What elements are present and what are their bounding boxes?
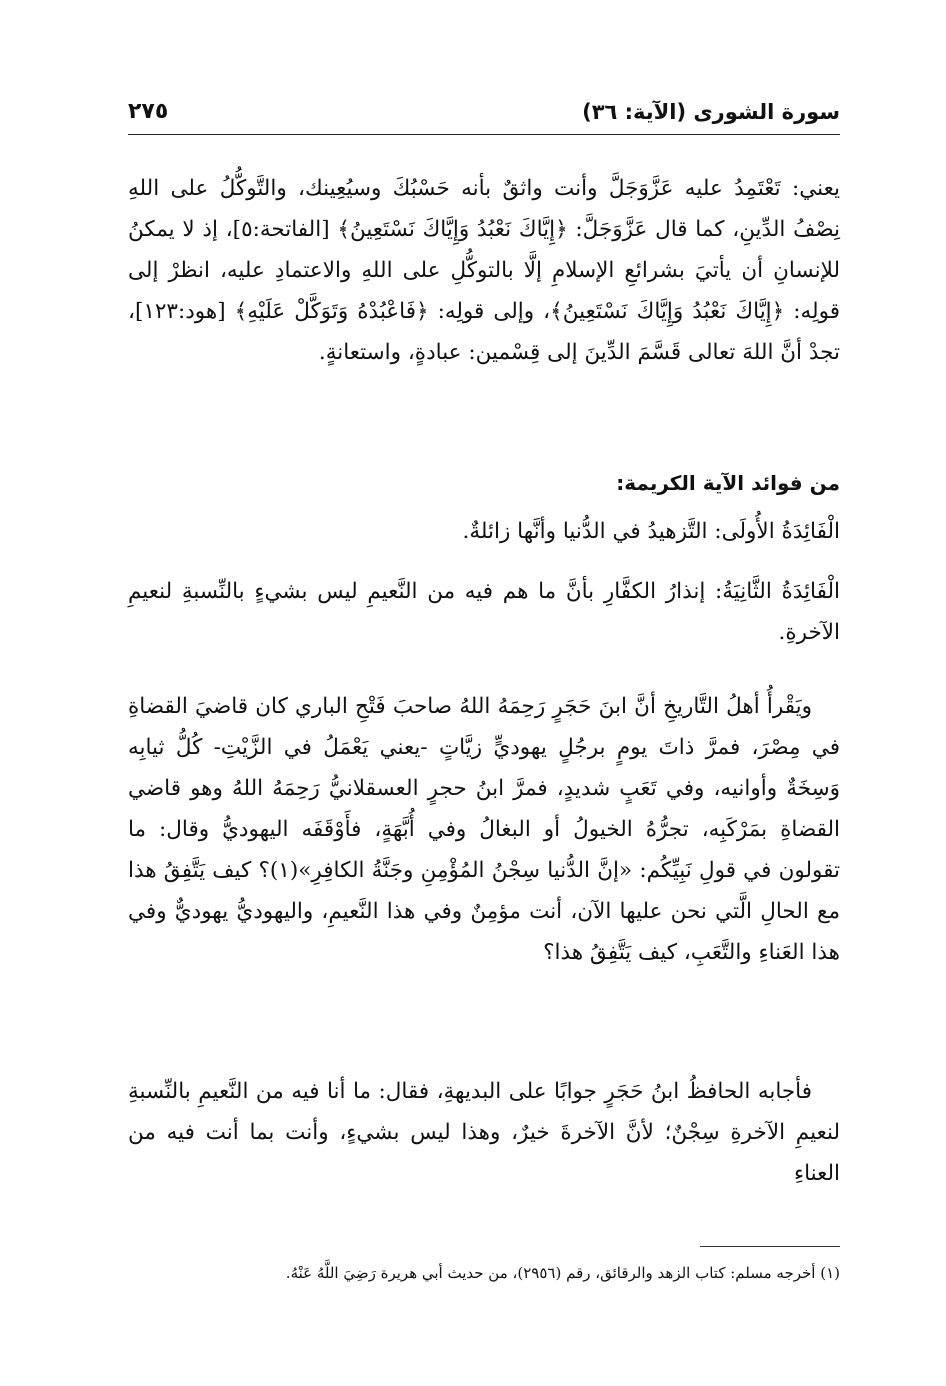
paragraph-ibn-hajar-answer: فأجابه الحافظُ ابنُ حَجَرٍ جوابًا على البديهةِ، فقال: ما أنا فيه من النَّعيمِ بالنِّسبةِ لنعيمِ الآخرةِ سِجْنٌ؛ لأنَّ الآخرةَ خيرٌ، وهذا ليس بشيءٍ، وأنت بما أنت فيه من العناءِ <box>128 1079 840 1186</box>
paragraph-ibn-hajar-story: ويَقْرأُ أهلُ التَّاريخِ أنَّ ابنَ حَجَرٍ رَحِمَهُ اللهُ صاحبَ فَتْحِ الباري كان قاضيَ القضاةِ في مِصْرَ، فمرَّ ذاتَ يومٍ برجُلٍ يهوديٍّ زيَّاتٍ -يعني يَعْمَلُ في الزَّيْتِ- كُلُّ ثيابِه وَسِخَةٌ وأوانيه، وفي تَعَبٍ شديدٍ، فمرَّ ابنُ حجرٍ العسقلانيُّ رَحِمَهُ اللهُ وهو قاضي القضاةِ بمَرْكَبِه، تجرُّهُ الخيولُ أو البغالُ وفي أُبَّهَةٍ، فأَوْقَفَه اليهوديُّ وقال: ما تقولون في قولِ نَبِيِّكُم: «إنَّ الدُّنيا سِجْنُ المُؤْمِنِ وجَنَّةُ الكافِرِ»(١)؟ كيف يَتَّفِقُ هذا مع الحالِ الَّتي نحن عليها الآن، أنت مؤمِنٌ وفي هذا النَّعيمِ، واليهوديُّ يهوديٌّ وفي هذا العَناءِ والتَّعَبِ، كيف يَتَّفِقُ هذا؟ <box>128 694 840 965</box>
footnote: (١) أخرجه مسلم: كتاب الزهد والرقائق، رقم (٢٩٥٦)، من حديث أبي هريرة رَضِيَ اللَّهُ عَنْهُ. <box>285 1264 840 1282</box>
paragraph-tawakkul: يعني: تَعْتَمِدُ عليه عَزَّوَجَلَّ وأنت واثقٌ بأنه حَسْبُكَ وسيُعِينك، والتَّوكُّلُ على اللهِ نِصْفُ الدِّينِ، كما قال عَزَّوَجَلَّ: ﴿إِيَّاكَ نَعْبُدُ وَإِيَّاكَ نَسْتَعِينُ﴾ [الفاتحة:٥]، إذ لا يمكنُ للإنسانِ أن يأتيَ بشرائعِ الإسلامِ إلَّا بالتوكُّلِ على اللهِ والاعتمادِ عليه، انظرْ إلى قولِه: ﴿إِيَّاكَ نَعْبُدُ وَإِيَّاكَ نَسْتَعِينُ﴾، وإلى قولِه: ﴿فَاعْبُدْهُ وَتَوَكَّلْ عَلَيْهِ﴾ [هود:١٢٣]، تجدْ أنَّ اللهَ تعالى قَسَّمَ الدِّينَ إلى قِسْمين: عبادةٍ، واستعانةٍ. <box>128 176 840 365</box>
benefit-one: الْفَائِدَةُ الأُولَى: التَّزهيدُ في الدُّنيا وأنَّها زائلةٌ. <box>462 519 840 544</box>
section-heading: من فوائد الآية الكريمة: <box>616 471 840 495</box>
header-divider <box>128 134 840 135</box>
surah-title: سورة الشورى (الآية: ٣٦) <box>582 100 840 124</box>
page-number: ٢٧٥ <box>128 99 169 124</box>
benefit-two: الْفَائِدَةُ الثَّانِيَةُ: إنذارُ الكفَّارِ بأنَّ ما هم فيه من النَّعيمِ ليس بشيءٍ بالنِّسبةِ لنعيمِ الآخرةِ. <box>128 579 840 645</box>
main-text <box>128 168 840 1194</box>
footnote-divider <box>700 1246 840 1247</box>
running-header <box>128 96 840 132</box>
